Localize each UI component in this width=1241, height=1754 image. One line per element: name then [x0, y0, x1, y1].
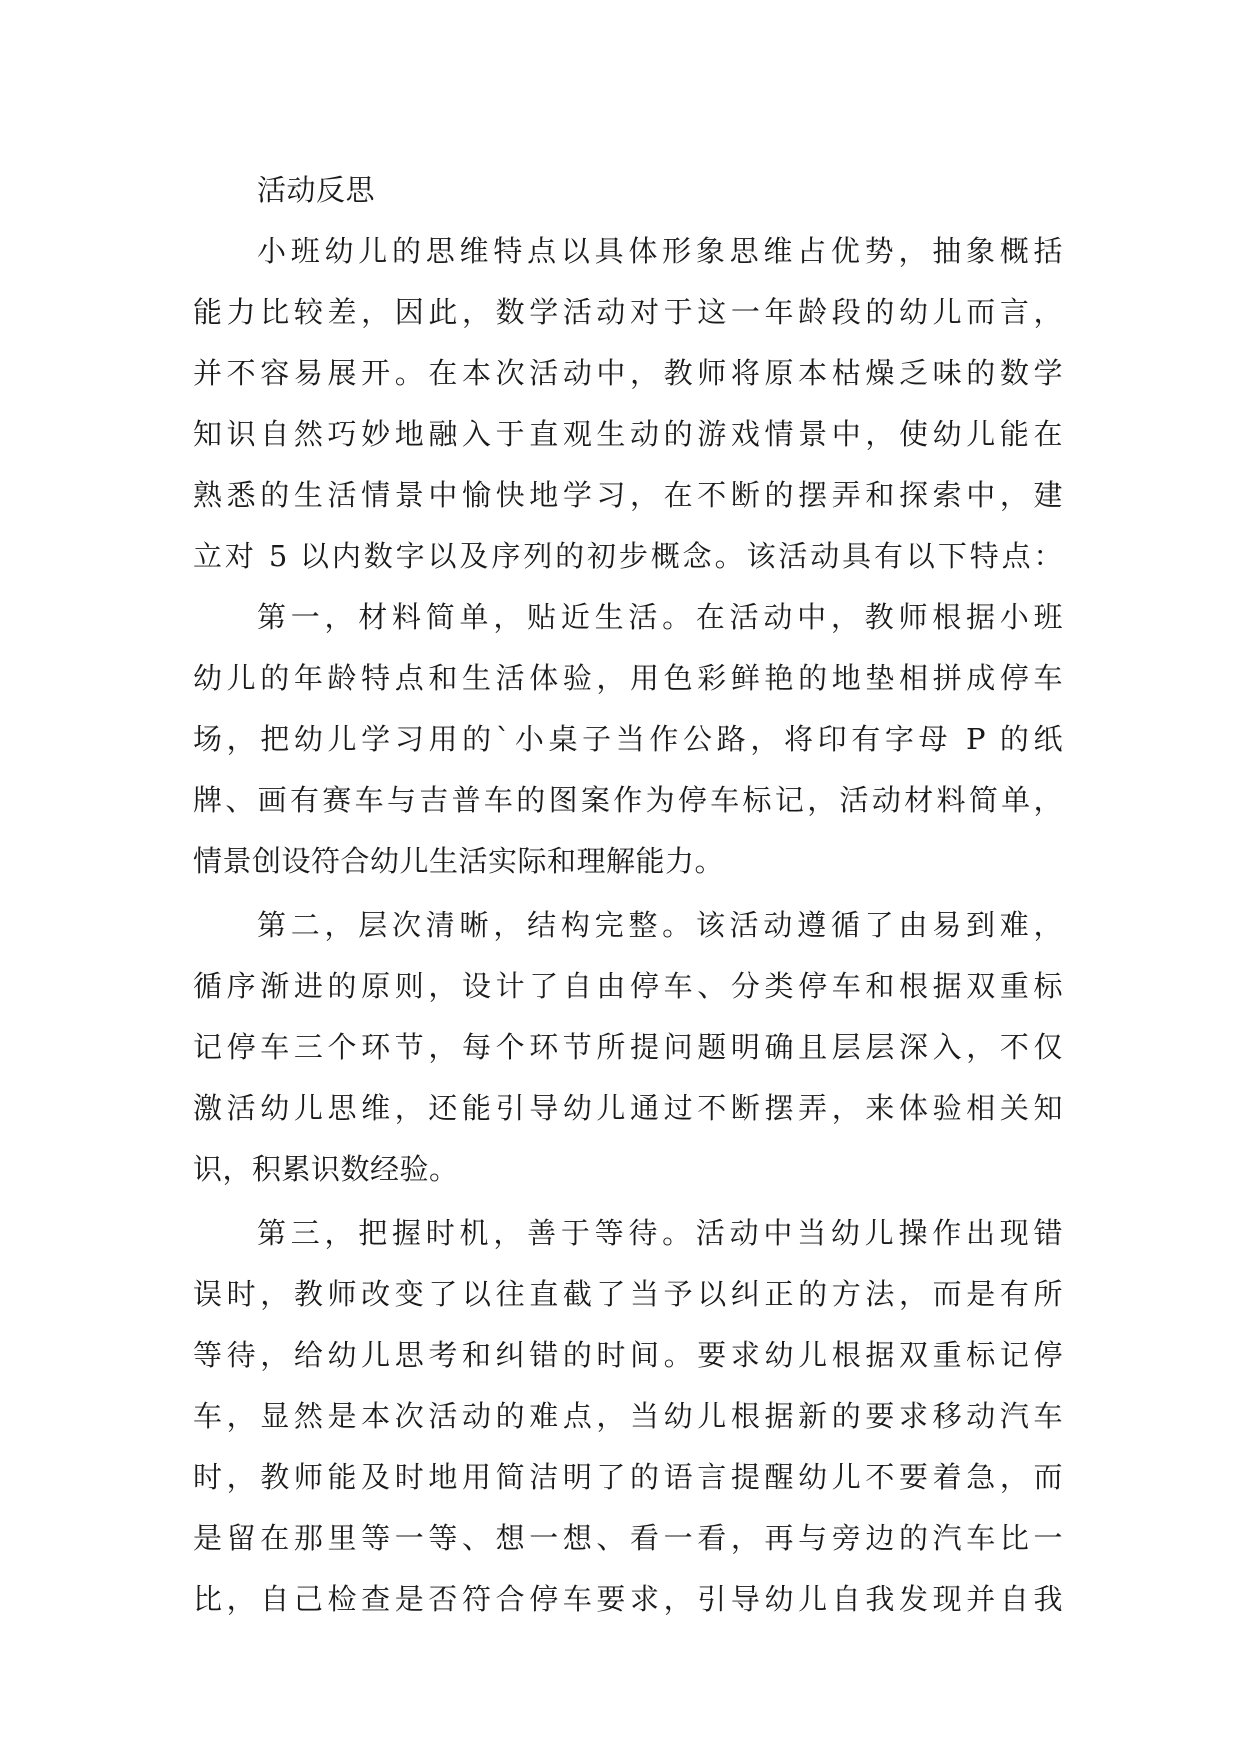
paragraph-line: 幼儿的年龄特点和生活体验，用色彩鲜艳的地垫相拼成停车	[193, 661, 1063, 695]
paragraph-line: 循序渐进的原则，设计了自由停车、分类停车和根据双重标	[193, 969, 1063, 1003]
paragraph-line: 第一，材料简单，贴近生活。在活动中，教师根据小班	[257, 600, 1063, 634]
paragraph-line: 记停车三个环节，每个环节所提问题明确且层层深入，不仅	[193, 1030, 1063, 1064]
paragraph-line: 立对 5 以内数字以及序列的初步概念。该活动具有以下特点：	[193, 539, 1063, 573]
paragraph-line: 比，自己检查是否符合停车要求，引导幼儿自我发现并自我	[193, 1582, 1063, 1616]
paragraph-line: 时，教师能及时地用简洁明了的语言提醒幼儿不要着急，而	[193, 1460, 1063, 1494]
paragraph-line: 误时，教师改变了以往直截了当予以纠正的方法，而是有所	[193, 1277, 1063, 1311]
paragraph-line: 知识自然巧妙地融入于直观生动的游戏情景中，使幼儿能在	[193, 417, 1063, 451]
section-heading: 活动反思	[257, 173, 376, 207]
paragraph-line: 并不容易展开。在本次活动中，教师将原本枯燥乏味的数学	[193, 356, 1063, 390]
paragraph-line: 场，把幼儿学习用的`小桌子当作公路，将印有字母 P 的纸	[193, 722, 1063, 756]
paragraph-line: 情景创设符合幼儿生活实际和理解能力。	[193, 844, 725, 878]
paragraph-line: 第三，把握时机，善于等待。活动中当幼儿操作出现错	[257, 1216, 1063, 1250]
paragraph-line: 是留在那里等一等、想一想、看一看，再与旁边的汽车比一	[193, 1521, 1063, 1555]
paragraph-3	[193, 895, 1063, 1200]
paragraph-line: 小班幼儿的思维特点以具体形象思维占优势，抽象概括	[257, 234, 1063, 268]
document-body	[193, 160, 1063, 1630]
paragraph-1	[193, 221, 1063, 587]
paragraph-line: 牌、画有赛车与吉普车的图案作为停车标记，活动材料简单，	[193, 783, 1063, 817]
paragraph-4	[193, 1203, 1063, 1630]
paragraph-line: 第二，层次清晰，结构完整。该活动遵循了由易到难，	[257, 908, 1063, 942]
paragraph-line: 能力比较差，因此，数学活动对于这一年龄段的幼儿而言，	[193, 295, 1063, 329]
paragraph-2	[193, 587, 1063, 892]
paragraph-line: 激活幼儿思维，还能引导幼儿通过不断摆弄，来体验相关知	[193, 1091, 1063, 1125]
paragraph-line: 识，积累识数经验。	[193, 1152, 459, 1186]
paragraph-line: 熟悉的生活情景中愉快地学习，在不断的摆弄和探索中，建	[193, 478, 1063, 512]
paragraph-line: 等待，给幼儿思考和纠错的时间。要求幼儿根据双重标记停	[193, 1338, 1063, 1372]
paragraph-line: 车，显然是本次活动的难点，当幼儿根据新的要求移动汽车	[193, 1399, 1063, 1433]
